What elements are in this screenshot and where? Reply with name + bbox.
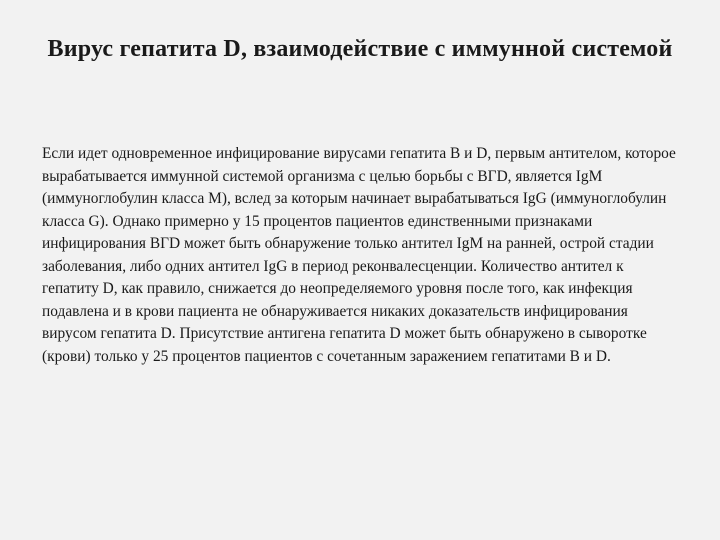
- slide-body-text: Если идет одновременное инфицирование вирусами гепатита В и D, первым антителом, которое вырабатывается иммунной системой организма с целью борьбы с ВГD, является IgM (иммуноглобулин класса М), вслед за которым начинает вырабатываться IgG (иммуноглобулин класса G). Однако примерно у 15 процентов пациентов единственными признаками инфицирования ВГD может быть обнаружение только антител IgM на ранней, острой стадии заболевания, либо одних антител IgG в период реконвалесценции. Количество антител к гепатиту D, как правило, снижается до неопределяемого уровня после того, как инфекция подавлена и в крови пациента не обнаруживается никаких доказательств инфицирования вирусом гепатита D. Присутствие антигена гепатита D может быть обнаружено в сыворотке (крови) только у 25 процентов пациентов с сочетанным заражением гепатитами В и D.: [42, 145, 676, 365]
- slide-title: Вирус гепатита D, взаимодействие с иммунной системой: [47, 36, 673, 62]
